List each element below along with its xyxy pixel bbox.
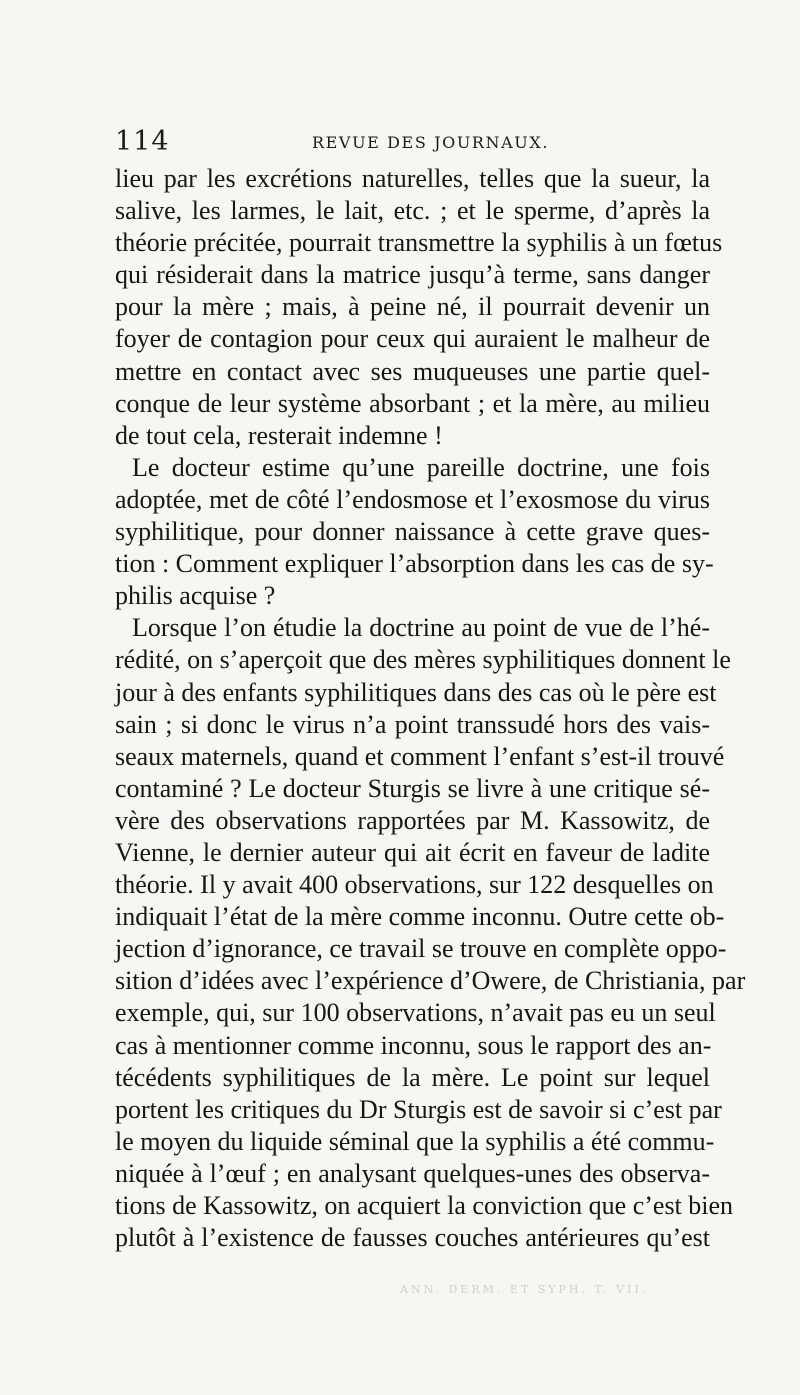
text-line: jour à des enfants syphilitiques dans des cas où le père est [115,677,717,707]
text-line: seaux maternels, quand et comment l’enfant s’est-il trouvé [115,741,725,771]
text-line: conque de leur système absorbant ; et la mère, au milieu [115,388,710,418]
text-line: sition d’idées avec l’expérience d’Owere, de Christiania, par [115,966,746,996]
running-head: REVUE DES JOURNAUX. [312,133,550,152]
signature-mark: ANN. DERM. ET SYPH. T. VII. [400,1283,649,1296]
text-line: mettre en contact avec ses muqueuses une partie quel- [115,356,710,386]
text-line: tion : Comment expliquer l’absorption dans les cas de sy- [115,549,714,579]
text-line: syphilitique, pour donner naissance à cette grave ques- [115,517,710,547]
text-line: lieu par les excrétions naturelles, telles que la sueur, la [115,164,710,193]
text-line: contaminé ? Le docteur Sturgis se livre à une critique sé- [115,773,710,803]
text-line: niquée à l’œuf ; en analysant quelques-unes des observa- [115,1158,710,1188]
text-line: tions de Kassowitz, on acquiert la conviction que c’est bien [115,1191,734,1220]
text-line: sain ; si donc le virus n’a point transsudé hors des vais- [115,709,710,739]
text-line: vère des observations rapportées par M. Kassowitz, de [115,805,710,835]
text-line: adoptée, met de côté l’endosmose et l’exosmose du virus [115,484,710,514]
page-header [115,126,710,156]
text-line: théorie précitée, pourrait transmettre la syphilis à un fœtus [115,228,723,258]
text-line: salive, les larmes, le lait, etc. ; et le sperme, d’après la [115,196,710,226]
text-line: portent les critiques du Dr Sturgis est de savoir si c’est par [115,1094,722,1124]
page-number: 114 [115,126,170,157]
text-line: plutôt à l’existence de fausses couches antérieures qu’est [115,1223,710,1253]
text-line: pour la mère ; mais, à peine né, il pourrait devenir un [115,292,710,322]
text-line: théorie. Il y avait 400 observations, sur 122 desquelles on [115,870,714,900]
text-line: Vienne, le dernier auteur qui ait écrit en faveur de ladite [115,837,710,867]
text-line: rédité, on s’aperçoit que des mères syphilitiques donnent le [115,645,731,675]
text-line: Lorsque l’on étudie la doctrine au point de vue de l’hé- [132,613,710,643]
text-line: cas à mentionner comme inconnu, sous le rapport des an- [115,1030,712,1060]
text-line: Le docteur estime qu’une pareille doctrine, une fois [132,452,710,482]
text-line: jection d’ignorance, ce travail se trouve en complète oppo- [115,934,727,964]
text-line: le moyen du liquide séminal que la syphilis a été commu- [115,1126,715,1156]
text-line: técédents syphilitiques de la mère. Le point sur lequel [115,1062,710,1092]
text-line: de tout cela, resterait indemne ! [115,420,443,450]
text-line: exemple, qui, sur 100 observations, n’avait pas eu un seul [115,998,716,1028]
text-line: qui résiderait dans la matrice jusqu’à terme, sans danger [115,260,710,290]
text-line: indiquait l’état de la mère comme inconnu. Outre cette ob- [115,902,725,932]
text-line: philis acquise ? [115,581,276,611]
text-line: foyer de contagion pour ceux qui auraient le malheur de [115,324,710,354]
body-text [115,163,746,1254]
